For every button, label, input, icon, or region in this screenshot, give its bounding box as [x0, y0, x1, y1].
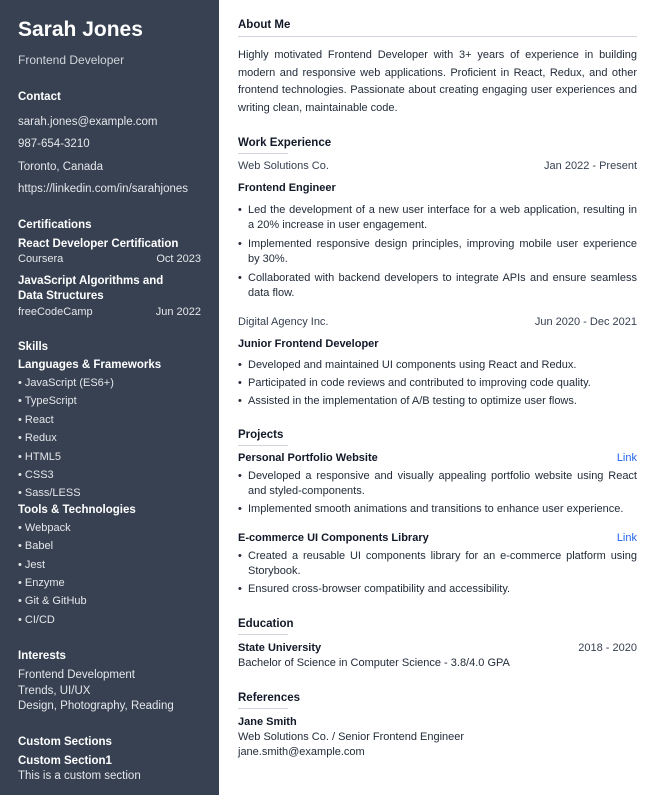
interests-line: Trends, UI/UX	[18, 684, 91, 697]
reference-email[interactable]: jane.smith@example.com	[238, 746, 365, 759]
about-section	[238, 18, 637, 117]
projects-heading: Projects	[238, 428, 637, 446]
project-bullet: • Implemented smooth animations and transitions to enhance user experience.	[238, 502, 637, 517]
project-bullets	[238, 469, 637, 517]
custom-title: Custom Section1	[18, 754, 112, 767]
job-title: Junior Frontend Developer	[238, 338, 379, 351]
certifications-heading: Certifications	[18, 219, 92, 231]
project-header	[238, 451, 637, 465]
certification-item	[18, 274, 201, 319]
certification-title: React Developer Certification	[18, 238, 179, 250]
certification-date: Oct 2023	[156, 253, 201, 265]
skill-item: • HTML5	[18, 448, 201, 466]
main-content	[219, 0, 653, 795]
candidate-role: Frontend Developer	[18, 53, 125, 67]
skill-item: • Sass/LESS	[18, 484, 201, 502]
skill-group-title: Languages & Frameworks	[18, 359, 162, 371]
reference-role: Web Solutions Co. / Senior Frontend Engineer	[238, 731, 465, 744]
certification-issuer: freeCodeCamp	[18, 306, 93, 318]
project-bullets	[238, 549, 637, 597]
contact-email[interactable]: sarah.jones@example.com	[18, 116, 158, 128]
contact-location: Toronto, Canada	[18, 161, 104, 173]
contact-phone[interactable]: 987-654-3210	[18, 138, 90, 150]
certification-title: JavaScript Algorithms and Data Structures	[18, 275, 164, 302]
skill-list	[18, 374, 201, 503]
custom-heading: Custom Sections	[18, 735, 112, 748]
contact-section	[18, 90, 201, 196]
references-heading: References	[238, 691, 637, 709]
project-name: E-commerce UI Components Library	[238, 532, 429, 545]
skill-list	[18, 519, 201, 629]
project-bullet: • Ensured cross-browser compatibility and accessibility.	[238, 582, 637, 597]
custom-text: This is a custom section	[18, 769, 141, 782]
job-company: Web Solutions Co.	[238, 160, 329, 173]
education-meta	[238, 641, 637, 655]
education-heading: Education	[238, 617, 637, 635]
project-entry	[238, 531, 637, 597]
work-section	[238, 136, 637, 409]
education-dates: 2018 - 2020	[578, 642, 637, 655]
interests-heading: Interests	[18, 650, 66, 663]
job-entry	[238, 315, 637, 409]
about-heading: About Me	[238, 18, 637, 37]
project-link[interactable]: Link	[616, 452, 637, 465]
project-bullet: • Created a reusable UI components library for an e-commerce platform using Storybook.	[238, 549, 637, 579]
skill-item: • CI/CD	[18, 611, 201, 629]
job-dates: Jan 2022 - Present	[544, 160, 637, 173]
job-bullet: • Assisted in the implementation of A/B testing to optimize user flows.	[238, 394, 637, 409]
skill-item: • TypeScript	[18, 392, 201, 410]
references-section	[238, 691, 637, 760]
skills-heading: Skills	[18, 341, 49, 353]
job-meta	[238, 315, 637, 329]
interests-line: Frontend Development	[18, 669, 135, 682]
project-bullet: • Developed a responsive and visually appealing portfolio website using React and styled-components.	[238, 469, 637, 499]
skill-item: • JavaScript (ES6+)	[18, 374, 201, 392]
contact-heading: Contact	[18, 91, 61, 103]
skill-item: • Jest	[18, 556, 201, 574]
skill-item: • React	[18, 411, 201, 429]
job-bullet: • Developed and maintained UI components using React and Redux.	[238, 358, 637, 373]
education-school: State University	[238, 642, 322, 655]
skill-item: • Git & GitHub	[18, 592, 201, 610]
projects-section	[238, 428, 637, 597]
job-entry	[238, 159, 637, 301]
job-title: Frontend Engineer	[238, 182, 336, 195]
job-dates: Jun 2020 - Dec 2021	[534, 316, 637, 329]
candidate-name: Sarah Jones	[18, 18, 143, 41]
project-entry	[238, 451, 637, 517]
certification-date: Jun 2022	[155, 306, 201, 318]
reference-name: Jane Smith	[238, 716, 297, 729]
about-text: Highly motivated Frontend Developer with 3+ years of experience in building modern and responsive web applications. Proficient in React, Redux, and other frontend technologies. Passionate about creating engaging user experiences and writing clean, maintainable code.	[238, 49, 637, 114]
job-meta	[238, 159, 637, 173]
project-name: Personal Portfolio Website	[238, 452, 378, 465]
skill-item: • Enzyme	[18, 574, 201, 592]
skills-section	[18, 340, 201, 629]
skill-item: • Webpack	[18, 519, 201, 537]
skill-group-title: Tools & Technologies	[18, 503, 136, 516]
certifications-section	[18, 218, 201, 319]
skill-item: • CSS3	[18, 466, 201, 484]
project-link[interactable]: Link	[616, 532, 637, 545]
job-bullets	[238, 358, 637, 409]
certification-item	[18, 237, 201, 266]
job-bullets	[238, 203, 637, 301]
custom-section	[18, 735, 201, 783]
contact-linkedin[interactable]: https://linkedin.com/in/sarahjones	[18, 183, 189, 195]
job-bullet: • Implemented responsive design principles, improving mobile user experience by 30%.	[238, 237, 637, 267]
interests-line: Design, Photography, Reading	[18, 700, 174, 713]
certification-issuer: Coursera	[18, 253, 64, 265]
project-header	[238, 531, 637, 545]
job-bullet: • Collaborated with backend developers to integrate APIs and ensure seamless data flow.	[238, 271, 637, 301]
education-degree: Bachelor of Science in Computer Science - 3.8/4.0 GPA	[238, 657, 510, 670]
certification-meta	[18, 305, 201, 319]
job-bullet: • Led the development of a new user interface for a web application, resulting in a 20% increase in user engagement.	[238, 203, 637, 233]
certification-meta	[18, 252, 201, 266]
interests-section	[18, 649, 201, 715]
work-heading: Work Experience	[238, 136, 637, 154]
skill-item: • Redux	[18, 429, 201, 447]
education-section	[238, 617, 637, 671]
sidebar	[0, 0, 219, 795]
job-company: Digital Agency Inc.	[238, 316, 329, 329]
skill-item: • Babel	[18, 537, 201, 555]
job-bullet: • Participated in code reviews and contributed to improving code quality.	[238, 376, 637, 391]
